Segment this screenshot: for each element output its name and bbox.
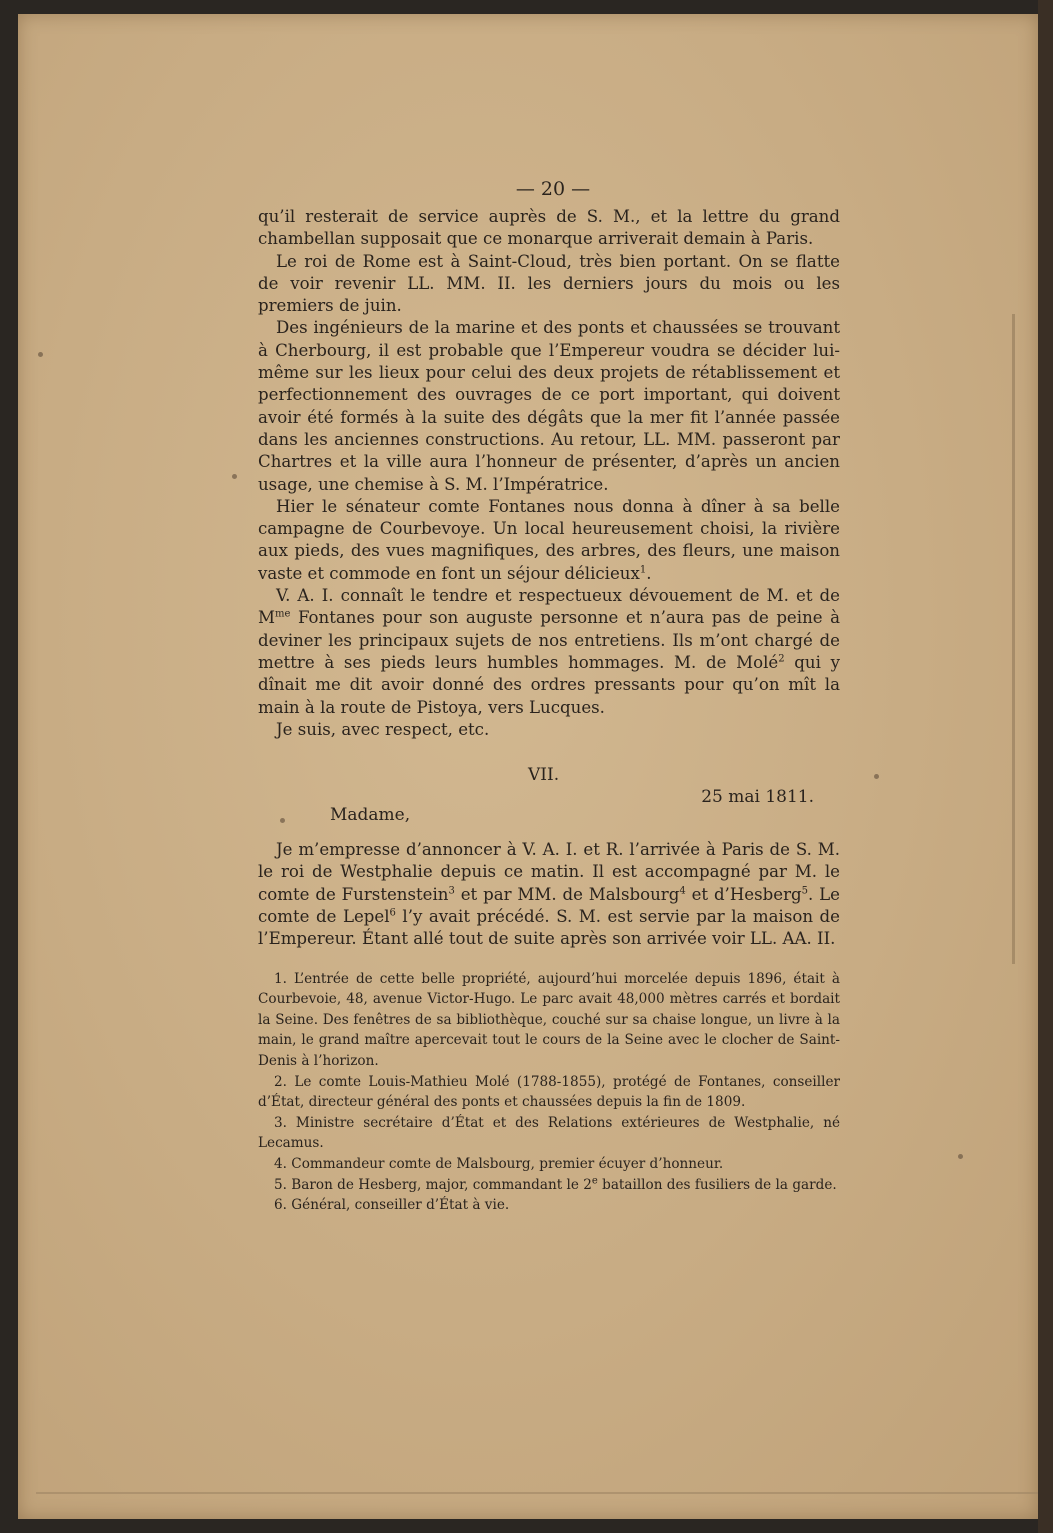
- paragraph-text: Hier le sénateur comte Fontanes nous donna à dîner à sa belle campagne de Courbevoye. Un local heureusement choisi, la rivière aux pieds, des vues magnifiques, des arbres, des fleurs, une maison vaste et commode en font un séjour délicieux: [258, 496, 840, 583]
- paragraph: Des ingénieurs de la marine et des ponts et chaussées se trouvant à Cherbourg, il est probable que l’Empereur voudra se décider lui-même sur les lieux pour celui des deux projets de rétablissement et perfectionnement des ouvrages de ce port important, qui doivent avoir été formés à la suite des dégâts que la mer fit l’année passée dans les anciennes constructions. Au retour, LL. MM. passeront par Chartres et la ville aura l’honneur de présenter, d’après un ancien usage, une chemise à S. M. l’Impératrice.: [258, 318, 840, 494]
- scan-edge: [1038, 0, 1053, 1533]
- footnote-mark: 6: [389, 907, 396, 919]
- paragraph-text: et par MM. de Malsbourg: [454, 884, 680, 904]
- footnote-mark: 5: [801, 885, 809, 897]
- paragraph-text: Fontanes pour son auguste personne et n’aura pas de peine à deviner les principaux sujets de nos entretiens. Ils m’ont chargé de mettre à ses pieds leurs humbles hommages. M. de Molé: [258, 608, 840, 672]
- footnote-mark: 1: [639, 564, 647, 576]
- footnote: 4. Commandeur comte de Malsbourg, premier écuyer d’honneur.: [274, 1155, 724, 1172]
- footnotes: [258, 969, 840, 1216]
- superscript: e: [591, 1175, 598, 1187]
- page-bottom-band: [36, 1492, 1053, 1494]
- footnote: 6. Général, conseiller d’État à vie.: [274, 1197, 510, 1214]
- closing-line: Je suis, avec respect, etc.: [276, 719, 490, 739]
- paper-speck: [874, 774, 879, 779]
- page-number: — 20 —: [515, 178, 591, 200]
- paragraph: [258, 585, 840, 719]
- letter-continuation: [258, 206, 840, 741]
- footnote-mark: 2: [778, 653, 785, 665]
- paper-speck: [38, 352, 43, 357]
- letter-date: 25 mai 1811.: [701, 787, 814, 808]
- paragraph: qu’il resterait de service auprès de S. M., et la lettre du grand chambellan supposait que ce monarque arriverait demain à Paris.: [258, 207, 840, 249]
- letter-body: [258, 839, 840, 950]
- paragraph-text: l’y avait précédé. S. M. est servie par la maison de l’Empereur. Étant allé tout de suite après son arrivée voir LL. AA. II.: [258, 907, 840, 949]
- paragraph-text: et d’Hesberg: [685, 884, 802, 904]
- salutation: Madame,: [330, 805, 411, 826]
- footnote-mark: 4: [679, 885, 686, 897]
- paragraph-text: . Le comte de Lepel: [258, 884, 840, 927]
- paragraph-text: .: [646, 563, 652, 583]
- page-text: [258, 176, 840, 1216]
- footnote-mark: 3: [448, 885, 455, 897]
- paragraph-text: qui y dînait me dit avoir donné des ordres pressants pour qu’on mît la main à la route de Pistoya, vers Lucques.: [258, 652, 840, 717]
- paper-speck: [958, 1154, 963, 1159]
- superscript: me: [275, 608, 291, 620]
- paragraph-text: Je m’empresse d’annoncer à V. A. I. et R. l’arrivée à Paris de S. M. le roi de Westphalie depuis ce matin. Il est accompagné par M. le comte de Furstenstein: [258, 840, 840, 904]
- paragraph: [258, 496, 840, 585]
- paragraph: [258, 839, 840, 950]
- footnote-text: 5. Baron de Hesberg, major, commandant le 2: [274, 1176, 592, 1193]
- letter-header: [258, 755, 840, 825]
- paragraph-text: V. A. I. connaît le tendre et respectueux dévouement de M. et de M: [258, 586, 840, 628]
- footnote: 3. Ministre secrétaire d’État et des Relations extérieures de Westphalie, né Lecamus.: [258, 1114, 840, 1152]
- paragraph: Le roi de Rome est à Saint-Cloud, très bien portant. On se flatte de voir revenir LL. MM. II. les derniers jours du mois ou les premiers de juin.: [258, 251, 840, 316]
- footnote: [258, 1175, 840, 1196]
- paper-speck: [232, 474, 237, 479]
- footnote: 1. L’entrée de cette belle propriété, aujourd’hui morcelée depuis 1896, était à Courbevoie, 48, avenue Victor-Hugo. Le parc avait 48,000 mètres carrés et bordait la Seine. Des fenêtres de sa bibliothèque, couché sur sa chaise longue, un livre à la main, le grand maître apercevait tout le cours de la Seine avec le clocher de Saint-Denis à l’horizon.: [258, 970, 840, 1069]
- section-number: VII.: [528, 765, 560, 786]
- footnote-text: bataillon des fusiliers de la garde.: [597, 1176, 837, 1193]
- footnote: 2. Le comte Louis-Mathieu Molé (1788-1855), protégé de Fontanes, conseiller d’État, directeur général des ponts et chaussées depuis la fin de 1809.: [258, 1073, 840, 1111]
- page-fold-line: [1012, 314, 1015, 964]
